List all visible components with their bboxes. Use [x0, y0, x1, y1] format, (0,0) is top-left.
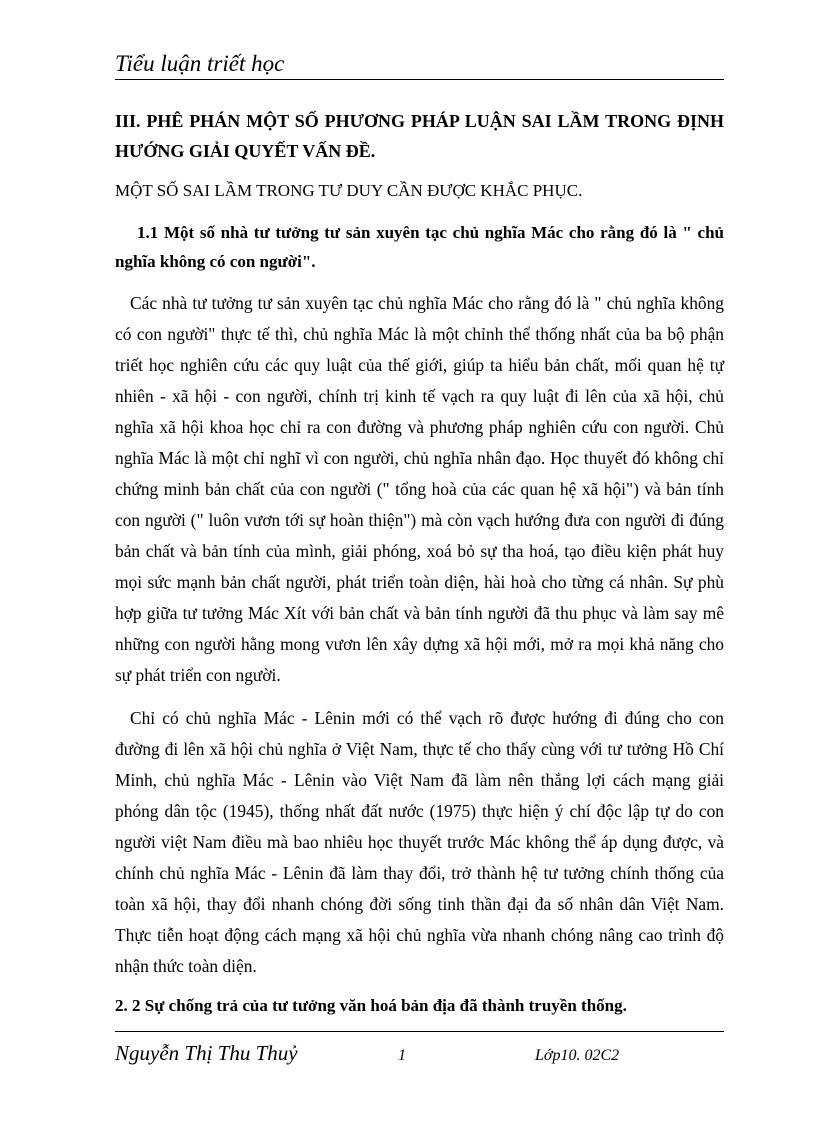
header-divider — [115, 79, 724, 80]
subheading-2-2: 2. 2 Sự chống trả của tư tưởng văn hoá bản địa đã thành truyền thống. — [115, 996, 627, 1015]
footer-author: Nguyễn Thị Thu Thuỷ — [115, 1041, 298, 1065]
subheading-1-1: 1.1 Một số nhà tư tưởng tư sản xuyên tạc chủ nghĩa Mác cho rằng đó là " chủ nghĩa không có con người". — [115, 223, 724, 271]
section-heading: III. PHÊ PHÁN MỘT SỐ PHƯƠNG PHÁP LUẬN SAI LẦM TRONG ĐỊNH HƯỚNG GIẢI QUYẾT VẤN ĐỀ. — [115, 111, 724, 161]
footer-divider — [115, 1031, 724, 1032]
main-content — [115, 106, 724, 1020]
section-subheading: MỘT SỐ SAI LẦM TRONG TƯ DUY CẦN ĐƯỢC KHẮC PHỤC. — [115, 181, 583, 200]
paragraph-1: Các nhà tư tưởng tư sản xuyên tạc chủ nghĩa Mác cho rằng đó là " chủ nghĩa không có con người" thực tế thì, chủ nghĩa Mác là một chỉnh thể thống nhất của ba bộ phận triết học nghiên cứu các quy luật của thế giới, giúp ta hiểu bản chất, mối quan hệ tự nhiên - xã hội - con người, chính trị kinh tế vạch ra quy luật đi lên của xã hội, chủ nghĩa xã hội khoa học chỉ ra con đường và phương pháp nghiên cứu con người. Chủ nghĩa Mác là một chỉ nghĩ vì con người, chủ nghĩa nhân đạo. Học thuyết đó không chỉ chứng minh bản chất của con người (" tổng hoà của các quan hệ xã hội") và bản tính con người (" luôn vươn tới sự hoàn thiện") mà còn vạch hướng đưa con người đi đúng bản chất và bản tính của mình, giải phóng, xoá bỏ sự tha hoá, tạo điều kiện phát huy mọi sức mạnh bản chất người, phát triển toàn diện, hài hoà cho từng cá nhân. Sự phù hợp giữa tư tưởng Mác Xít với bản chất và bản tính người đã thu phục và làm say mê những con người hằng mong vươn lên xây dựng xã hội mới, mở ra mọi khả năng cho sự phát triển con người. — [115, 293, 724, 685]
page-number: 1 — [398, 1047, 406, 1064]
footer-class-label: Lớp10. 02C2 — [535, 1047, 620, 1064]
header-title: Tiểu luận triết học — [115, 51, 285, 76]
paragraph-2: Chỉ có chủ nghĩa Mác - Lênin mới có thể vạch rõ được hướng đi đúng cho con đường đi lên xã hội chủ nghĩa ở Việt Nam, thực tế cho thấy cùng với tư tưởng Hồ Chí Minh, chủ nghĩa Mác - Lênin vào Việt Nam đã làm nên thắng lợi cách mạng giải phóng dân tộc (1945), thống nhất đất nước (1975) thực hiện ý chí độc lập tự do con người việt Nam điều mà bao nhiêu học thuyết trước Mác không thể áp dụng được, và chính chủ nghĩa Mác - Lênin đã làm thay đổi, trở thành hệ tư tưởng chính thống của toàn xã hội, thay đổi nhanh chóng đời sống tinh thần đại đa số nhân dân Việt Nam. Thực tiễn hoạt động cách mạng xã hội chủ nghĩa vừa nhanh chóng nâng cao trình độ nhận thức toàn diện. — [115, 708, 724, 976]
